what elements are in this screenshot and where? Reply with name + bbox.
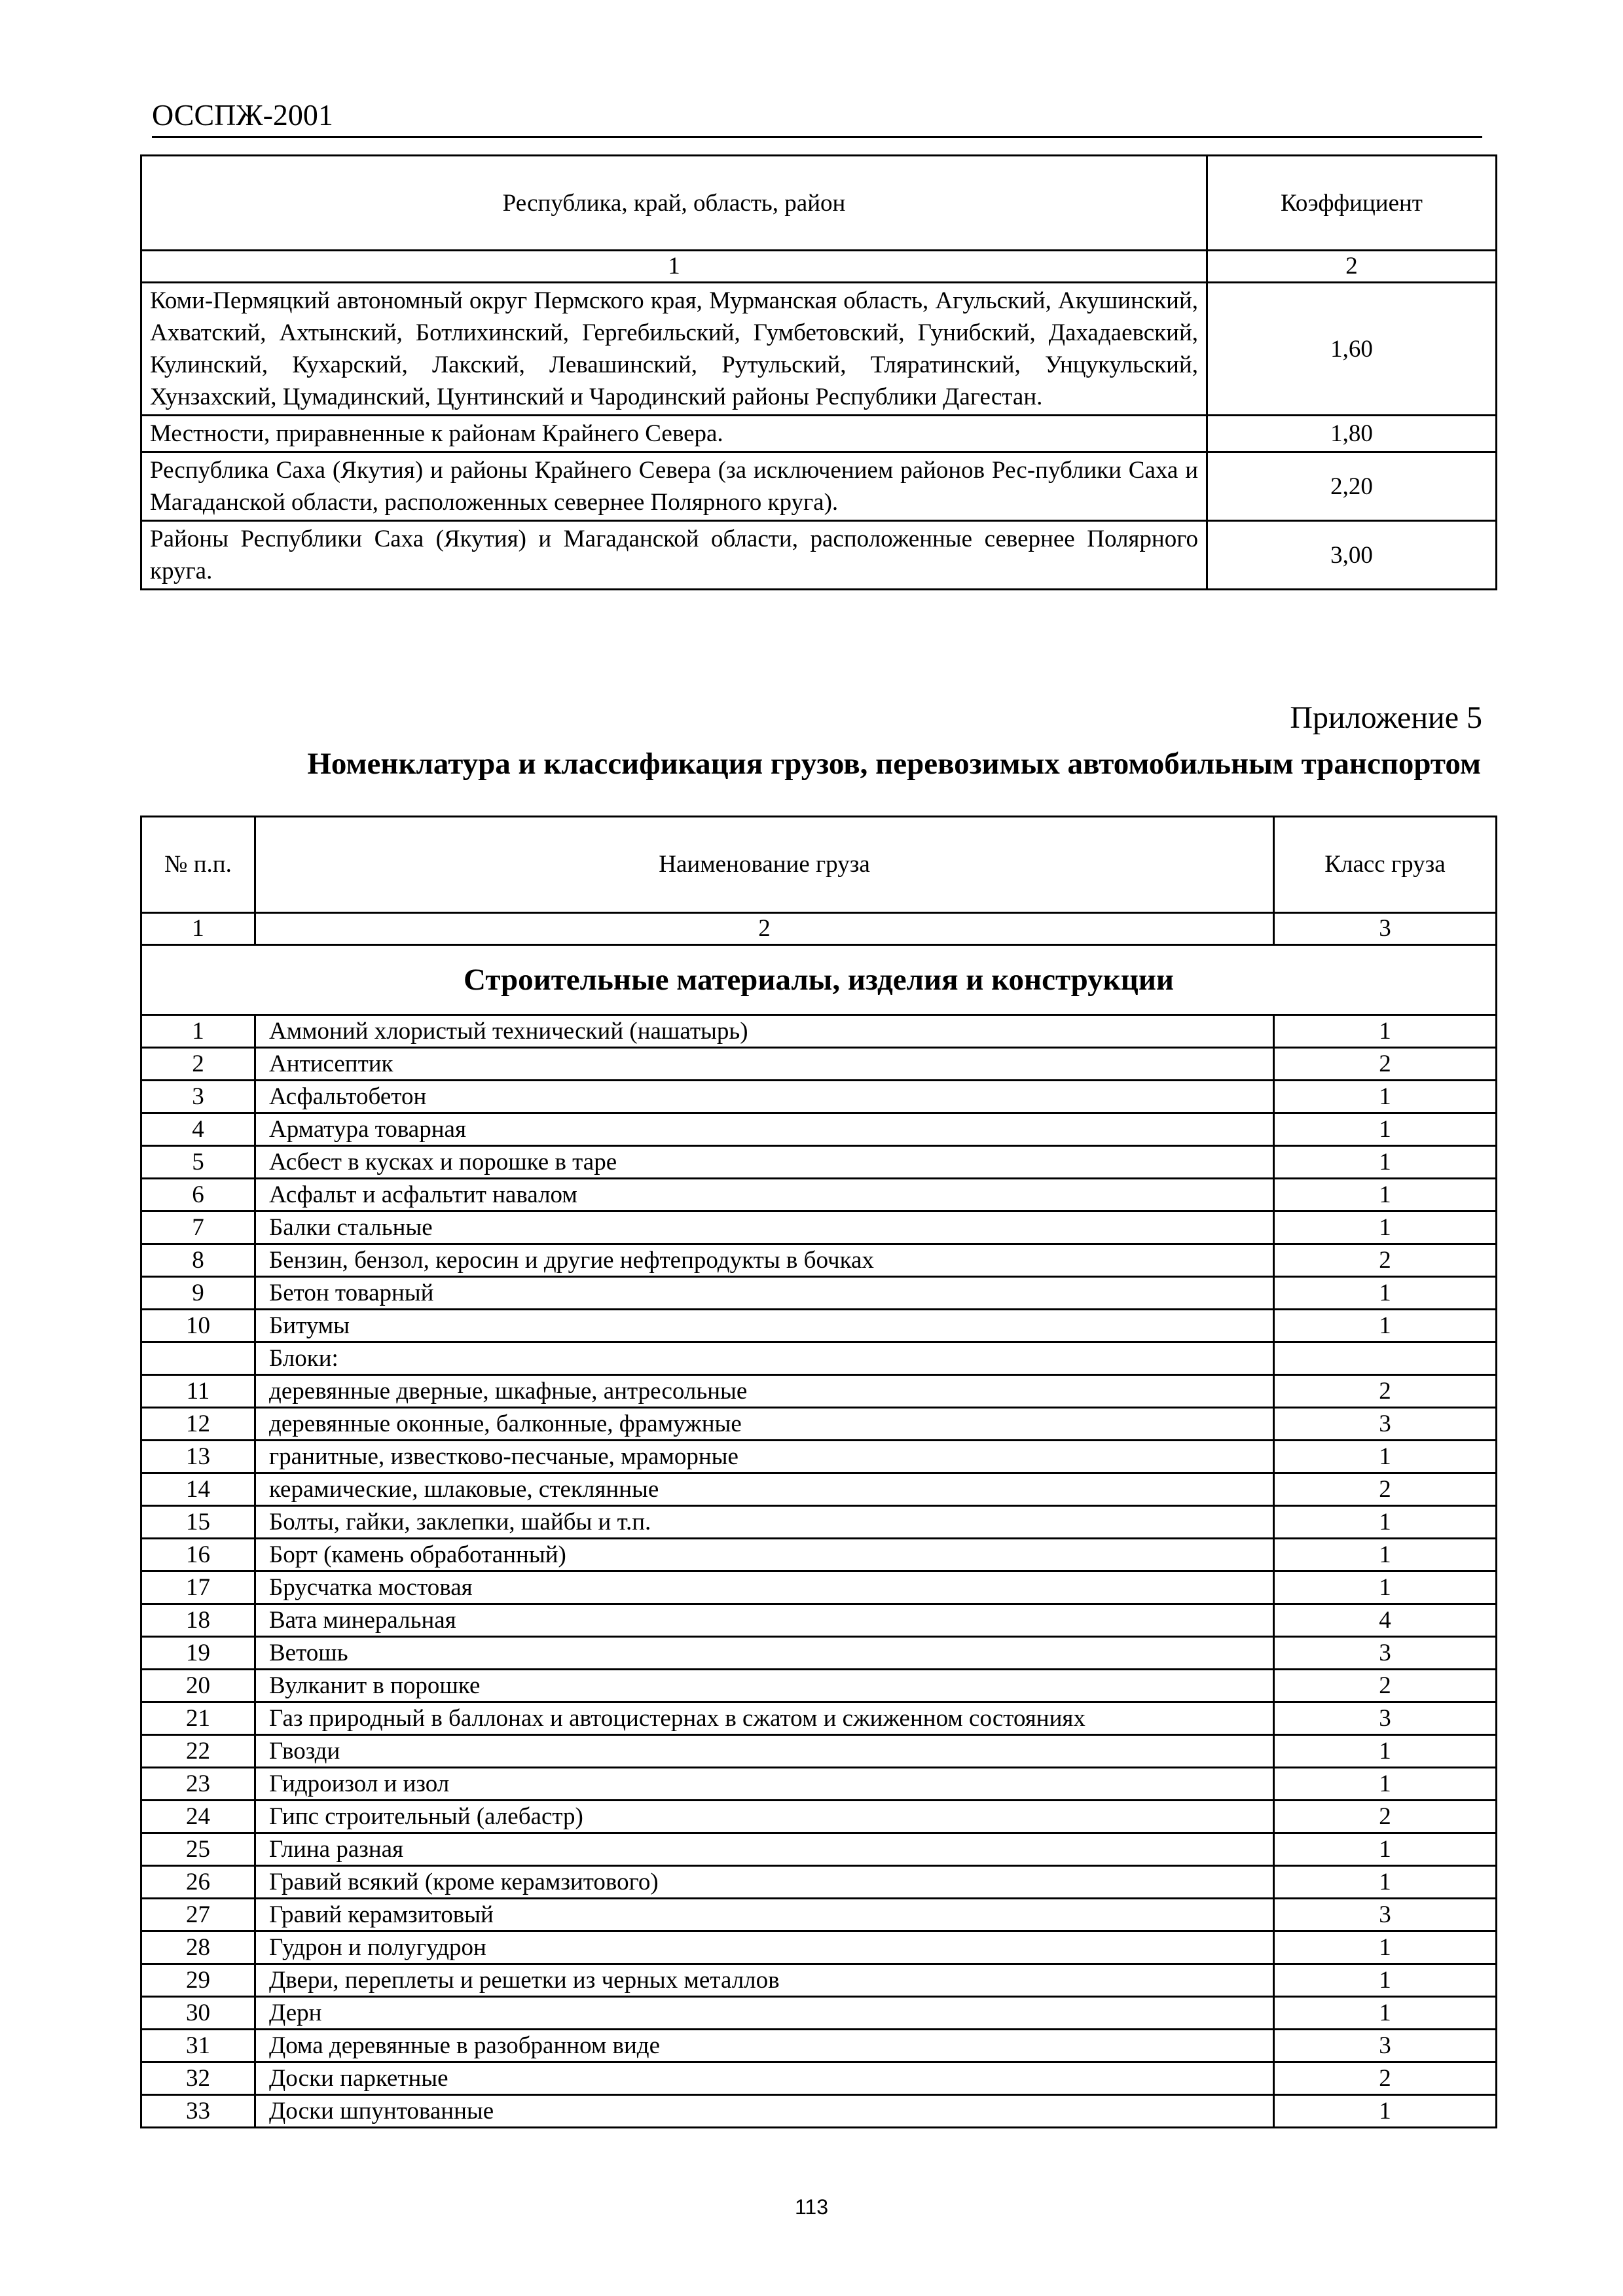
cargo-class-cell: 3 <box>1274 1702 1497 1735</box>
cargo-class-cell: 1 <box>1274 1441 1497 1473</box>
column-number-row <box>141 913 1497 945</box>
row-number-cell: 5 <box>141 1146 255 1179</box>
cargo-name-cell: Газ природный в баллонах и автоцистернах в сжатом и сжиженном состояниях <box>255 1702 1274 1735</box>
table-row <box>141 521 1497 590</box>
table-row <box>141 1179 1497 1211</box>
row-number-cell: 19 <box>141 1637 255 1670</box>
table-row <box>141 1637 1497 1670</box>
row-number-cell: 30 <box>141 1997 255 2030</box>
row-number-cell: 2 <box>141 1048 255 1081</box>
region-cell: Районы Республики Саха (Якутия) и Магаданской области, расположенные севернее Полярного круга. <box>141 521 1207 590</box>
cargo-class-cell: 1 <box>1274 1179 1497 1211</box>
appendix-title: Номенклатура и классификация грузов, перевозимых автомобильным транспортом <box>307 747 1481 781</box>
table-row <box>141 2095 1497 2128</box>
row-number-cell: 25 <box>141 1833 255 1866</box>
appendix-label: Приложение 5 <box>1290 700 1482 735</box>
row-number-cell: 22 <box>141 1735 255 1768</box>
row-number-cell: 12 <box>141 1408 255 1441</box>
table-row <box>141 1277 1497 1310</box>
table-row <box>141 1310 1497 1342</box>
cargo-class-cell: 1 <box>1274 1081 1497 1113</box>
cargo-name-cell: Гравий керамзитовый <box>255 1899 1274 1931</box>
column-header-coefficient: Коэффициент <box>1207 156 1497 251</box>
cargo-class-cell: 1 <box>1274 1506 1497 1539</box>
row-number-cell: 21 <box>141 1702 255 1735</box>
cargo-name-cell: Битумы <box>255 1310 1274 1342</box>
cargo-class-cell: 1 <box>1274 1539 1497 1571</box>
cargo-name-cell: Асфальт и асфальтит навалом <box>255 1179 1274 1211</box>
table-header-row <box>141 156 1497 251</box>
table-row <box>141 1997 1497 2030</box>
cargo-name-cell: Гравий всякий (кроме керамзитового) <box>255 1866 1274 1899</box>
cargo-class-cell: 1 <box>1274 1113 1497 1146</box>
cargo-class-cell <box>1274 1342 1497 1375</box>
section-title: Строительные материалы, изделия и конструкции <box>141 945 1497 1015</box>
table-row <box>141 1211 1497 1244</box>
table-row <box>141 1375 1497 1408</box>
row-number-cell: 18 <box>141 1604 255 1637</box>
row-number-cell: 1 <box>141 1015 255 1048</box>
table-row <box>141 2030 1497 2062</box>
table-row <box>141 1571 1497 1604</box>
cargo-class-cell: 2 <box>1274 1473 1497 1506</box>
row-number-cell: 8 <box>141 1244 255 1277</box>
coefficient-cell: 2,20 <box>1207 452 1497 521</box>
column-header-cargo-name: Наименование груза <box>255 817 1274 913</box>
table-row <box>141 1473 1497 1506</box>
row-number-cell: 20 <box>141 1670 255 1702</box>
document-code: ОССПЖ-2001 <box>152 98 333 132</box>
table-row <box>141 283 1497 416</box>
cargo-class-cell: 3 <box>1274 2030 1497 2062</box>
table-row <box>141 1604 1497 1637</box>
cargo-class-cell: 3 <box>1274 1408 1497 1441</box>
region-cell: Коми-Пермяцкий автономный округ Пермского края, Мурманская область, Агульский, Акушинский, Ахватский, Ахтынский, Ботлихинский, Гергебильский, Гумбетовский, Гунибский, Дахадаевский, Кулинский, Кухарский, Лакский, Левашинский, Рутульский, Тляратинский, Унцукульский, Хунзахский, Цумадинский, Цунтинский и Чародинский районы Республики Дагестан. <box>141 283 1207 416</box>
cargo-name-cell: Ветошь <box>255 1637 1274 1670</box>
table-header-row <box>141 817 1497 913</box>
row-number-cell: 27 <box>141 1899 255 1931</box>
cargo-name-cell: Гвозди <box>255 1735 1274 1768</box>
cargo-class-cell: 2 <box>1274 1375 1497 1408</box>
row-number-cell: 6 <box>141 1179 255 1211</box>
table-row <box>141 1539 1497 1571</box>
cargo-name-cell: Блоки: <box>255 1342 1274 1375</box>
column-number: 2 <box>1207 251 1497 283</box>
table-row <box>141 1899 1497 1931</box>
column-number: 3 <box>1274 913 1497 945</box>
table-row <box>141 1964 1497 1997</box>
row-number-cell: 9 <box>141 1277 255 1310</box>
table-row <box>141 1342 1497 1375</box>
cargo-name-cell: деревянные оконные, балконные, фрамужные <box>255 1408 1274 1441</box>
row-number-cell: 33 <box>141 2095 255 2128</box>
cargo-class-cell: 1 <box>1274 1735 1497 1768</box>
row-number-cell: 17 <box>141 1571 255 1604</box>
table-row <box>141 1244 1497 1277</box>
row-number-cell: 23 <box>141 1768 255 1801</box>
cargo-classification-table <box>140 816 1497 2128</box>
row-number-cell <box>141 1342 255 1375</box>
cargo-name-cell: Болты, гайки, заклепки, шайбы и т.п. <box>255 1506 1274 1539</box>
cargo-class-cell: 1 <box>1274 1866 1497 1899</box>
cargo-name-cell: Бензин, бензол, керосин и другие нефтепродукты в бочках <box>255 1244 1274 1277</box>
table-row <box>141 416 1497 452</box>
cargo-class-cell: 1 <box>1274 1015 1497 1048</box>
cargo-name-cell: деревянные дверные, шкафные, антресольные <box>255 1375 1274 1408</box>
row-number-cell: 26 <box>141 1866 255 1899</box>
table-row <box>141 1506 1497 1539</box>
row-number-cell: 7 <box>141 1211 255 1244</box>
cargo-name-cell: Вата минеральная <box>255 1604 1274 1637</box>
column-header-number: № п.п. <box>141 817 255 913</box>
table-row <box>141 1931 1497 1964</box>
table-row <box>141 1146 1497 1179</box>
cargo-name-cell: Гипс строительный (алебастр) <box>255 1801 1274 1833</box>
cargo-name-cell: Борт (камень обработанный) <box>255 1539 1274 1571</box>
row-number-cell: 14 <box>141 1473 255 1506</box>
page-number: 113 <box>794 2195 828 2219</box>
row-number-cell: 16 <box>141 1539 255 1571</box>
cargo-class-cell: 1 <box>1274 1964 1497 1997</box>
cargo-name-cell: Балки стальные <box>255 1211 1274 1244</box>
page-header <box>152 97 1482 138</box>
coefficient-cell: 3,00 <box>1207 521 1497 590</box>
row-number-cell: 10 <box>141 1310 255 1342</box>
cargo-name-cell: Дерн <box>255 1997 1274 2030</box>
cargo-class-cell: 1 <box>1274 1571 1497 1604</box>
cargo-class-cell: 3 <box>1274 1637 1497 1670</box>
table-row <box>141 1833 1497 1866</box>
table-row <box>141 1670 1497 1702</box>
cargo-class-cell: 1 <box>1274 1768 1497 1801</box>
table-row <box>141 1015 1497 1048</box>
column-number: 1 <box>141 251 1207 283</box>
row-number-cell: 32 <box>141 2062 255 2095</box>
cargo-class-cell: 2 <box>1274 1048 1497 1081</box>
table-row <box>141 1113 1497 1146</box>
cargo-class-cell: 1 <box>1274 1931 1497 1964</box>
row-number-cell: 13 <box>141 1441 255 1473</box>
table-row <box>141 452 1497 521</box>
table-row <box>141 1441 1497 1473</box>
cargo-name-cell: керамические, шлаковые, стеклянные <box>255 1473 1274 1506</box>
cargo-class-cell: 2 <box>1274 2062 1497 2095</box>
cargo-name-cell: Брусчатка мостовая <box>255 1571 1274 1604</box>
row-number-cell: 4 <box>141 1113 255 1146</box>
table-row <box>141 1081 1497 1113</box>
cargo-name-cell: Гудрон и полугудрон <box>255 1931 1274 1964</box>
table-row <box>141 2062 1497 2095</box>
column-number: 2 <box>255 913 1274 945</box>
cargo-name-cell: Дома деревянные в разобранном виде <box>255 2030 1274 2062</box>
cargo-name-cell: Бетон товарный <box>255 1277 1274 1310</box>
cargo-class-cell: 1 <box>1274 2095 1497 2128</box>
column-header-region: Республика, край, область, район <box>141 156 1207 251</box>
cargo-name-cell: Асбест в кусках и порошке в таре <box>255 1146 1274 1179</box>
column-number: 1 <box>141 913 255 945</box>
cargo-name-cell: Глина разная <box>255 1833 1274 1866</box>
cargo-name-cell: Антисептик <box>255 1048 1274 1081</box>
cargo-class-cell: 1 <box>1274 1146 1497 1179</box>
table-row <box>141 1801 1497 1833</box>
coefficient-cell: 1,80 <box>1207 416 1497 452</box>
row-number-cell: 28 <box>141 1931 255 1964</box>
region-cell: Республика Саха (Якутия) и районы Крайнего Севера (за исключением районов Рес-публики Саха и Магаданской области, расположенных севернее Полярного круга). <box>141 452 1207 521</box>
table-row <box>141 1702 1497 1735</box>
row-number-cell: 15 <box>141 1506 255 1539</box>
cargo-name-cell: Арматура товарная <box>255 1113 1274 1146</box>
row-number-cell: 31 <box>141 2030 255 2062</box>
table-row <box>141 1735 1497 1768</box>
row-number-cell: 11 <box>141 1375 255 1408</box>
column-header-cargo-class: Класс груза <box>1274 817 1497 913</box>
coefficient-cell: 1,60 <box>1207 283 1497 416</box>
cargo-name-cell: Двери, переплеты и решетки из черных металлов <box>255 1964 1274 1997</box>
cargo-class-cell: 2 <box>1274 1244 1497 1277</box>
cargo-class-cell: 1 <box>1274 1997 1497 2030</box>
cargo-class-cell: 3 <box>1274 1899 1497 1931</box>
cargo-name-cell: Доски шпунтованные <box>255 2095 1274 2128</box>
cargo-class-cell: 4 <box>1274 1604 1497 1637</box>
cargo-class-cell: 1 <box>1274 1277 1497 1310</box>
cargo-name-cell: Доски паркетные <box>255 2062 1274 2095</box>
cargo-class-cell: 1 <box>1274 1833 1497 1866</box>
row-number-cell: 3 <box>141 1081 255 1113</box>
cargo-class-cell: 1 <box>1274 1211 1497 1244</box>
cargo-class-cell: 1 <box>1274 1310 1497 1342</box>
cargo-name-cell: Гидроизол и изол <box>255 1768 1274 1801</box>
cargo-name-cell: Аммоний хлористый технический (нашатырь) <box>255 1015 1274 1048</box>
table-row <box>141 1866 1497 1899</box>
row-number-cell: 29 <box>141 1964 255 1997</box>
cargo-name-cell: Вулканит в порошке <box>255 1670 1274 1702</box>
section-heading-row <box>141 945 1497 1015</box>
region-cell: Местности, приравненные к районам Крайнего Севера. <box>141 416 1207 452</box>
cargo-class-cell: 2 <box>1274 1801 1497 1833</box>
table-row <box>141 1408 1497 1441</box>
table-row <box>141 1048 1497 1081</box>
cargo-class-cell: 2 <box>1274 1670 1497 1702</box>
cargo-name-cell: Асфальтобетон <box>255 1081 1274 1113</box>
regional-coefficient-table <box>140 154 1497 590</box>
cargo-name-cell: гранитные, известково-песчаные, мраморные <box>255 1441 1274 1473</box>
table-row <box>141 1768 1497 1801</box>
column-number-row <box>141 251 1497 283</box>
row-number-cell: 24 <box>141 1801 255 1833</box>
